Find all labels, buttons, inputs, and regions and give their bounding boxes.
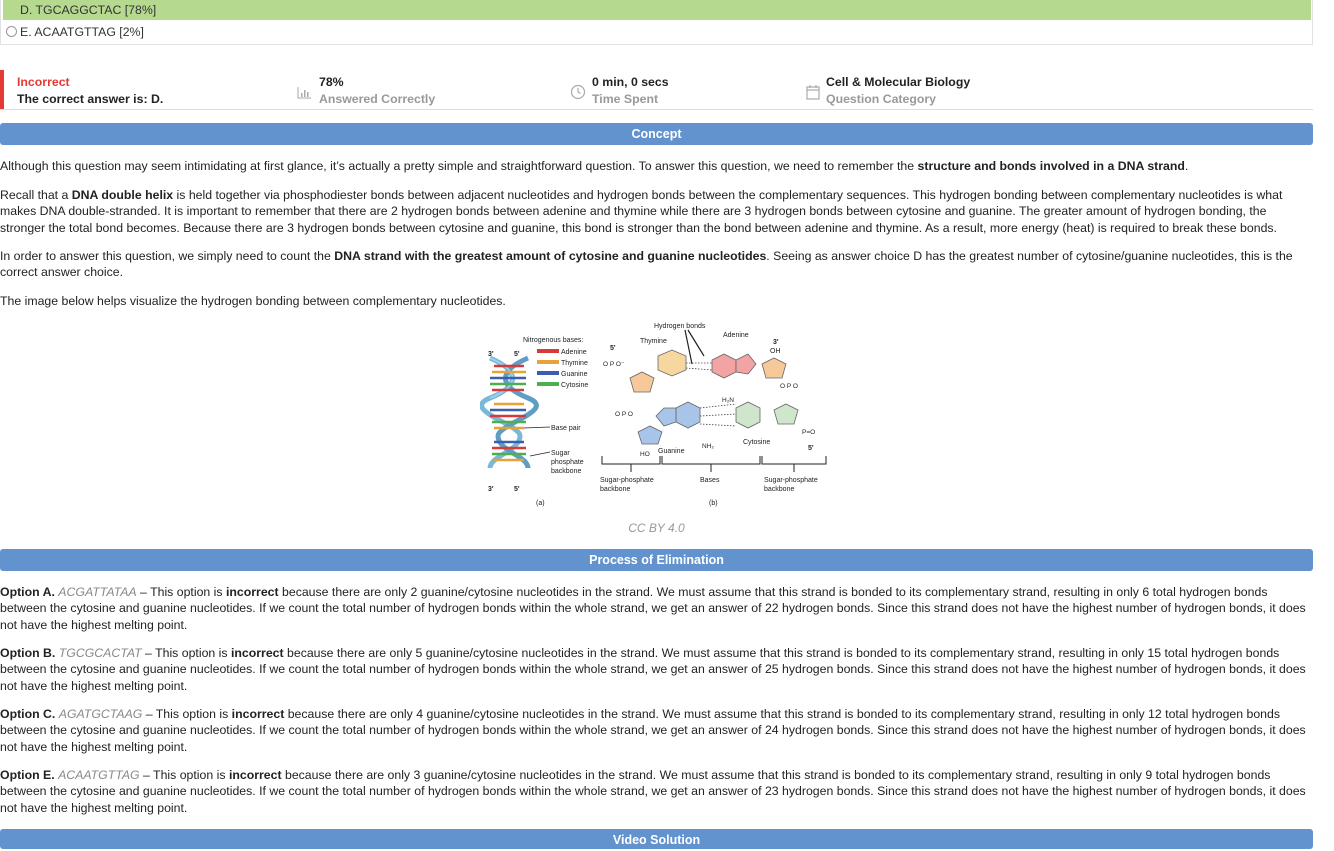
concept-paragraph-2: Recall that a DNA double helix is held together via phosphodiester bonds between adjacent nucleotides and hydrogen bonds between the complementary sequences. This hydrogen bonding between complementary nucleotides is what makes DNA double-stranded. It is important to remember that there are 2 hydrogen bonds between adenine and thymine while there are 3 hydrogen bonds between cytosine and guanine. The greater amount of hydrogen bonding, the stronger the total bond becomes. Because there are 3 hydrogen bonds between cytosine and guanine, this bond is stronger than the bond between adenine and thymine. As a result, more energy (heat) is required to break these bonds. (0, 188, 1283, 235)
svg-text:Sugar-phosphate: Sugar-phosphate (600, 477, 654, 484)
svg-text:backbone: backbone (600, 486, 631, 493)
percent-label: Answered Correctly (319, 92, 436, 106)
svg-text:5': 5' (514, 486, 520, 493)
category-label: Question Category (826, 92, 937, 106)
svg-text:Thymine: Thymine (561, 360, 588, 367)
svg-text:HO: HO (640, 451, 650, 458)
svg-text:H₂N: H₂N (722, 397, 734, 404)
option-a-explanation: Option A. ACGATTATAA – This option is incorrect because there are only 2 guanine/cytosine nucleotides in the strand. We must assume that this strand is bonded to its complementary strand, resulting in only 6 total hydrogen bonds between the cytosine and guanine nucleotides. If we count the total number of hydrogen bonds within the whole strand, we get an answer of 22 hydrogen bonds. Since this strand does not have the highest number of hydrogen bonds, it does not have the highest melting point. (0, 585, 1306, 632)
svg-text:Bases: Bases (700, 477, 720, 484)
time-value: 0 min, 0 secs (592, 75, 669, 89)
svg-text:O P O⁻: O P O⁻ (603, 361, 625, 368)
result-stats-bar (0, 70, 1313, 110)
option-e-explanation: Option E. ACAATGTTAG – This option is incorrect because there are only 3 guanine/cytosine nucleotides in the strand. We must assume that this strand is bonded to its complementary strand, resulting in only 9 total hydrogen bonds between the cytosine and guanine nucleotides. If we count the total number of hydrogen bonds within the whole strand, we get an answer of 23 hydrogen bonds. Since this strand does not have the highest number of hydrogen bonds, it does not have the highest melting point. (0, 768, 1306, 815)
image-caption: CC BY 4.0 (628, 521, 685, 535)
concept-header: Concept (0, 123, 1313, 145)
dna-structure-figure (480, 316, 840, 512)
nitrogenous-bases-legend (523, 337, 588, 389)
svg-text:3': 3' (773, 339, 779, 346)
choice-e-label: E. ACAATGTTAG [2%] (20, 25, 144, 39)
bar-chart-icon (297, 86, 312, 99)
choice-d-label: D. TGCAGGCTAC [78%] (20, 3, 157, 17)
svg-text:5': 5' (514, 351, 520, 358)
double-helix-diagram (482, 351, 545, 507)
svg-text:5': 5' (610, 345, 616, 352)
concept-paragraph-4: The image below helps visualize the hydrogen bonding between complementary nucleotides. (0, 294, 506, 308)
svg-text:Cytosine: Cytosine (561, 382, 589, 389)
answer-choices (0, 0, 1313, 45)
svg-text:backbone: backbone (551, 468, 582, 475)
video-solution-header[interactable]: Video Solution (0, 829, 1313, 849)
svg-text:3': 3' (488, 486, 494, 493)
category-block (826, 75, 970, 106)
time-block (592, 75, 669, 106)
option-b-explanation: Option B. TGCGCACTAT – This option is incorrect because there are only 5 guanine/cytosine nucleotides in the strand. We must assume that this strand is bonded to its complementary strand, resulting in only 15 total hydrogen bonds between the cytosine and guanine nucleotides. If we count the total number of hydrogen bonds within the whole strand, we get an answer of 25 hydrogen bonds. Since this strand does not have the highest number of hydrogen bonds, it does not have the highest melting point. (0, 646, 1306, 693)
calendar-icon (806, 84, 820, 100)
svg-text:NH₂: NH₂ (702, 443, 714, 450)
clock-icon (570, 84, 586, 100)
choice-e[interactable] (6, 25, 144, 39)
concept-paragraph-1: Although this question may seem intimidating at first glance, it’s actually a pretty simple and straightforward question. To answer this question, we need to remember the structure and bonds involved in a DNA strand. (0, 159, 1189, 173)
incorrect-indicator (0, 70, 4, 109)
svg-text:OH: OH (770, 348, 781, 355)
svg-text:5': 5' (808, 445, 814, 452)
svg-text:Cytosine: Cytosine (743, 439, 771, 446)
svg-text:Base pair: Base pair (551, 425, 581, 432)
svg-text:Hydrogen bonds: Hydrogen bonds (654, 323, 706, 330)
svg-text:Adenine: Adenine (561, 349, 587, 356)
category-value: Cell & Molecular Biology (826, 75, 971, 89)
percent-value: 78% (319, 75, 344, 89)
concept-paragraph-3: In order to answer this question, we simply need to count the DNA strand with the greatest amount of cytosine and guanine nucleotides. Seeing as answer choice D has the greatest number of cytosine/guanine nucleotides, this is the correct answer choice. (0, 249, 1293, 280)
svg-text:phosphate: phosphate (551, 459, 584, 466)
svg-text:P=O: P=O (802, 429, 816, 436)
result-status: Incorrect (17, 75, 70, 89)
svg-text:O P O: O P O (615, 411, 633, 418)
percent-block (319, 75, 435, 106)
svg-text:Guanine: Guanine (658, 448, 685, 455)
radio-icon[interactable] (6, 26, 17, 37)
svg-text:3': 3' (488, 351, 494, 358)
time-label: Time Spent (592, 92, 659, 106)
svg-text:Guanine: Guanine (561, 371, 588, 378)
svg-text:O P O: O P O (780, 383, 798, 390)
svg-text:Nitrogenous bases:: Nitrogenous bases: (523, 337, 584, 344)
base-pairing-chemical-structure (600, 323, 826, 507)
correct-answer-text: The correct answer is: D. (17, 92, 164, 106)
svg-text:backbone: backbone (764, 486, 795, 493)
svg-text:(b): (b) (709, 500, 718, 507)
elimination-header: Process of Elimination (0, 549, 1313, 571)
result-block (17, 75, 163, 106)
svg-text:(a): (a) (536, 500, 545, 507)
choice-d-correct[interactable] (3, 0, 1311, 20)
svg-text:Sugar-phosphate: Sugar-phosphate (764, 477, 818, 484)
svg-text:Sugar: Sugar (551, 450, 570, 457)
svg-text:Thymine: Thymine (640, 338, 667, 345)
option-c-explanation: Option C. AGATGCTAAG – This option is incorrect because there are only 4 guanine/cytosine nucleotides in the strand. We must assume that this strand is bonded to its complementary strand, resulting in only 12 total hydrogen bonds between the cytosine and guanine nucleotides. If we count the total number of hydrogen bonds within the whole strand, we get an answer of 24 hydrogen bonds. Since this strand does not have the highest number of hydrogen bonds, it does not have the highest melting point. (0, 707, 1306, 754)
svg-text:Adenine: Adenine (723, 332, 749, 339)
